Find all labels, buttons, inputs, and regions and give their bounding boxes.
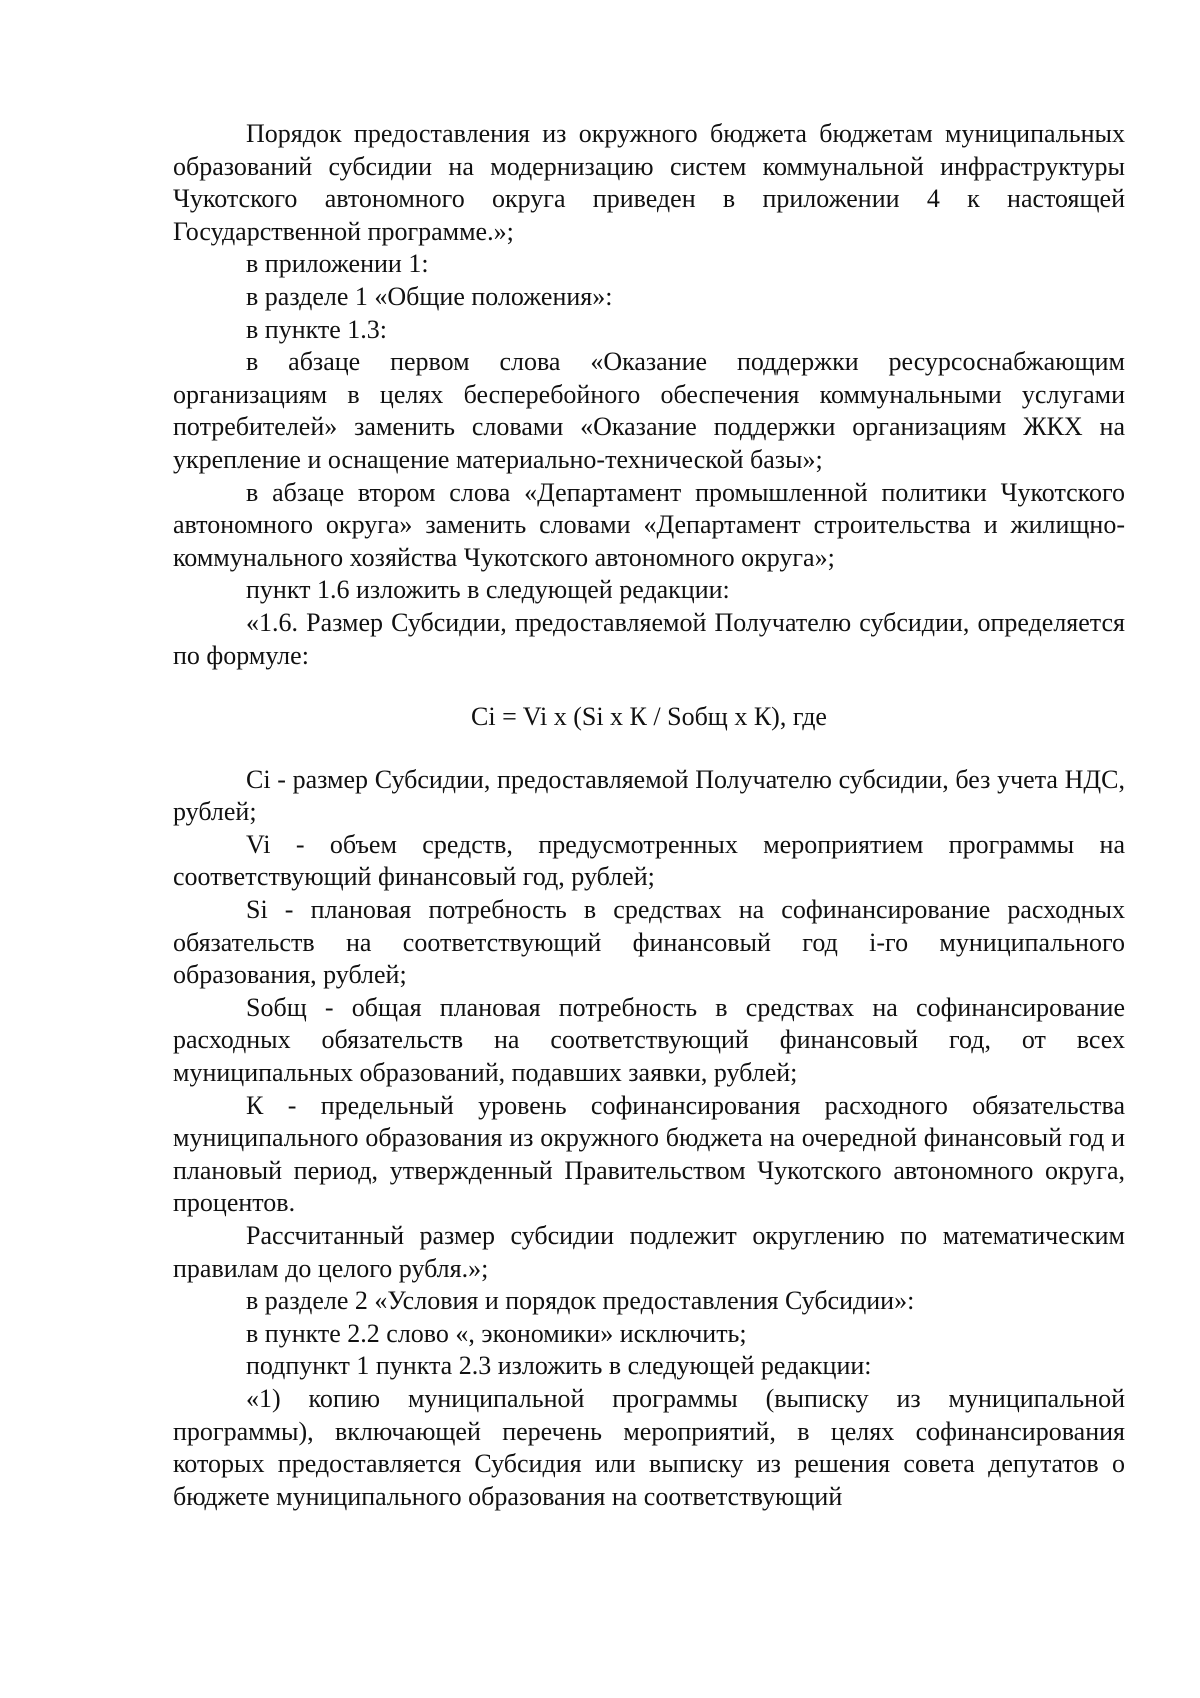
paragraph-rounding: Рассчитанный размер субсидии подлежит округлению по математическим правилам до целого рубля.»; — [173, 1221, 1125, 1283]
formula: Ci = Vi x (Si x К / Sобщ x К), где — [471, 702, 827, 732]
paragraph-ci-definition: Ci - размер Субсидии, предоставляемой Получателю субсидии, без учета НДС, рублей; — [173, 764, 1125, 827]
paragraph-sobsh-definition: Sобщ - общая плановая потребность в средствах на софинансирование расходных обязательств на соответствующий финансовый год, от всех муниципальных образований, подавших заявки, рублей; — [173, 992, 1125, 1088]
paragraph-section-2: в разделе 2 «Условия и порядок предоставления Субсидии»: — [246, 1286, 915, 1316]
paragraph-subsidy-size: «1.6. Размер Субсидии, предоставляемой Получателю субсидии, определяется по формуле: — [173, 607, 1125, 670]
paragraph-second-abzats: в абзаце втором слова «Департамент промышленной политики Чукотского автономного округа» заменить словами «Департамент строительства и жилищно-коммунального хозяйства Чукотского автономного округа»; — [173, 477, 1125, 572]
paragraph-order-intro: Порядок предоставления из окружного бюджета бюджетам муниципальных образований субсидии на модернизацию систем коммунальной инфраструктуры Чукотского автономного округа приведен в приложении 4 к настоящей Государственной программе.»; — [173, 119, 1125, 246]
paragraph-section-1: в разделе 1 «Общие положения»: — [246, 281, 613, 311]
paragraph-first-abzats: в абзаце первом слова «Оказание поддержки ресурсоснабжающим организациям в целях бесперебойного обеспечения коммунальными услугами потребителей» заменить словами «Оказание поддержки организациям ЖКХ на укрепление и оснащение материально-технической базы»; — [173, 347, 1125, 474]
paragraph-item-1-6: пункт 1.6 изложить в следующей редакции: — [246, 575, 730, 605]
paragraph-subitem-2-3: подпункт 1 пункта 2.3 изложить в следующей редакции: — [246, 1351, 872, 1381]
paragraph-appendix-1: в приложении 1: — [246, 249, 429, 279]
paragraph-k-definition: К - предельный уровень софинансирования расходного обязательства муниципального образования из окружного бюджета на очередной финансовый год и плановый период, утвержденный Правительством Чукотского автономного округа, процентов. — [173, 1090, 1125, 1218]
paragraph-program-copy: «1) копию муниципальной программы (выписку из муниципальной программы), включающей перечень мероприятий, в целях софинансирования которых предоставляется Субсидия или выписку из решения совета депутатов о бюджете муниципального образования на соответствующий — [173, 1383, 1125, 1511]
paragraph-item-1-3: в пункте 1.3: — [246, 314, 388, 344]
paragraph-item-2-2: в пункте 2.2 слово «, экономики» исключить; — [246, 1318, 747, 1348]
paragraph-vi-definition: Vi - объем средств, предусмотренных мероприятием программы на соответствующий финансовый год, рублей; — [173, 829, 1125, 892]
paragraph-si-definition: Si - плановая потребность в средствах на софинансирование расходных обязательств на соответствующий финансовый год i-го муниципального образования, рублей; — [173, 895, 1125, 990]
document-page — [173, 118, 1125, 1513]
